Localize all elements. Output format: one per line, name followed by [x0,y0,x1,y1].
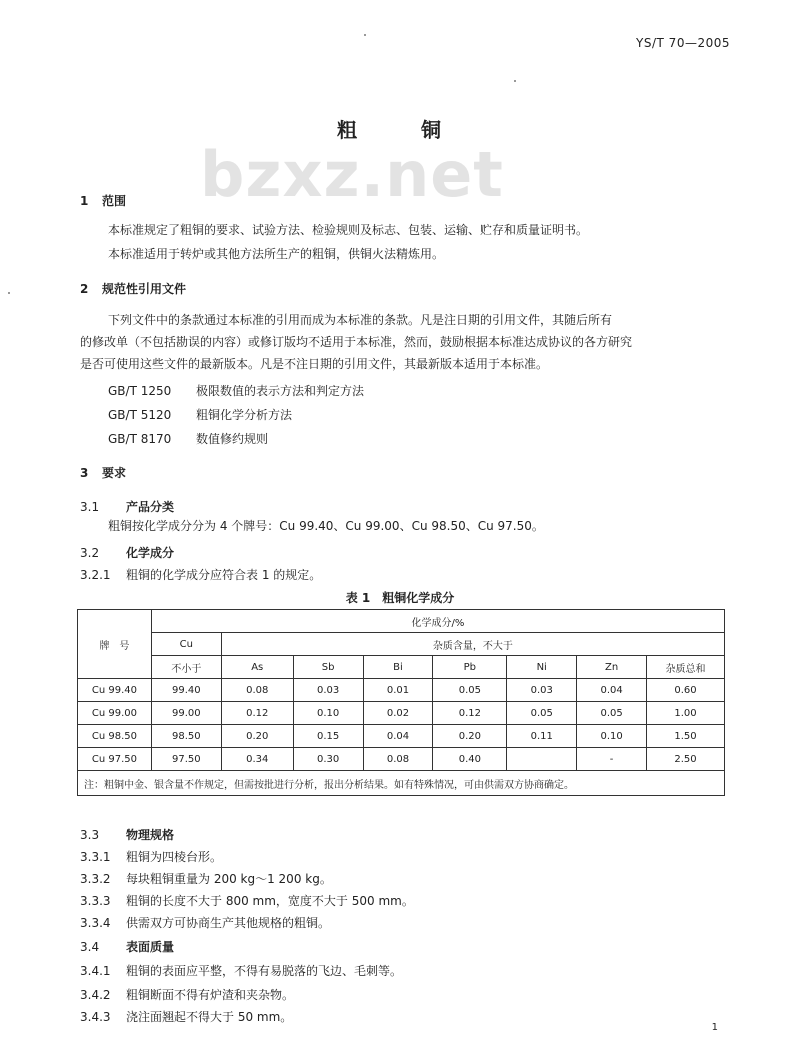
section-number: 1 [80,194,89,208]
grade-cell: Cu 98.50 [78,725,152,748]
value-cell: 0.01 [363,679,433,702]
grade-cell: Cu 99.40 [78,679,152,702]
table-row [78,702,725,725]
clause-text: 粗铜的表面应平整，不得有易脱落的飞边、毛刺等。 [126,964,403,978]
reference-item [108,430,268,447]
header-chemical-composition: 化学成分/% [151,610,724,633]
section-number: 2 [80,282,89,296]
value-cell: 2.50 [647,748,725,771]
subsection-3-1-text: 粗铜按化学成分分为 4 个牌号：Cu 99.40、Cu 99.00、Cu 98.50、Cu 97.50。 [108,519,544,533]
clause-text: 供需双方可协商生产其他规格的粗铜。 [126,916,331,930]
page-number: 1 [711,1022,718,1033]
reference-title: 极限数值的表示方法和判定方法 [196,384,365,398]
document-title: 粗 铜 [337,118,463,142]
value-cell: 1.50 [647,725,725,748]
subsection-title: 表面质量 [126,940,175,954]
subsection-number: 3.4 [80,940,100,954]
grade-cell: Cu 97.50 [78,748,152,771]
section-title: 规范性引用文件 [102,282,187,296]
reference-code: GB/T 1250 [108,384,172,398]
section-3-heading [80,464,126,481]
clause-3-4-2 [80,986,294,1003]
clause-text: 每块粗铜重量为 200 kg～1 200 kg。 [126,872,332,886]
clause-3-3-2 [80,870,332,887]
table-caption: 表 1 粗铜化学成分 [345,591,455,605]
value-cell: 0.05 [577,702,647,725]
section-2-paragraph-line-3: 是否可使用这些文件的最新版本。凡是不注日期的引用文件，其最新版本适用于本标准。 [80,357,549,371]
clause-text: 粗铜的化学成分应符合表 1 的规定。 [126,568,322,582]
section-number: 3 [80,466,89,480]
subsection-number: 3.3 [80,828,100,842]
cu-cell: 99.40 [151,679,221,702]
column-header: Bi [363,656,433,679]
clause-3-3-3 [80,892,414,909]
section-title: 范围 [102,194,127,208]
clause-3-4-3 [80,1008,292,1025]
section-2-paragraph-line-1: 下列文件中的条款通过本标准的引用而成为本标准的条款。凡是注日期的引用文件，其随后所有 [108,313,613,327]
header-impurity: 杂质含量，不大于 [221,633,724,656]
subsection-number: 3.1 [80,500,100,514]
value-cell: 0.60 [647,679,725,702]
section-1-heading [80,192,126,209]
clause-text: 粗铜断面不得有炉渣和夹杂物。 [126,988,295,1002]
header-cu: Cu [151,633,221,656]
table-row [78,725,725,748]
value-cell: 0.12 [433,702,507,725]
value-cell: 0.08 [363,748,433,771]
table-row [78,748,725,771]
clause-3-4-1 [80,962,402,979]
column-header: Pb [433,656,507,679]
value-cell: 0.05 [433,679,507,702]
reference-code: GB/T 5120 [108,408,172,422]
scan-speck [364,34,366,36]
cu-cell: 98.50 [151,725,221,748]
value-cell: 0.10 [577,725,647,748]
clause-number: 3.3.2 [80,872,111,886]
subsection-title: 物理规格 [126,828,175,842]
table-note: 注：粗铜中金、银含量不作规定，但需按批进行分析，报出分析结果。如有特殊情况，可由供需双方协商确定。 [78,771,725,796]
clause-3-2-1 [80,566,321,583]
clause-number: 3.4.2 [80,988,111,1002]
clause-text: 粗铜为四棱台形。 [126,850,223,864]
column-header: 杂质总和 [647,656,725,679]
value-cell: 0.02 [363,702,433,725]
chemical-composition-table [77,609,725,796]
column-header: Ni [507,656,577,679]
value-cell: 0.40 [433,748,507,771]
clause-text: 粗铜的长度不大于 800 mm，宽度不大于 500 mm。 [126,894,414,908]
reference-item [108,382,364,399]
value-cell: 0.20 [221,725,293,748]
subsection-3-3-heading [80,826,174,843]
section-2-paragraph-line-2: 的修改单（不包括勘误的内容）或修订版均不适用于本标准，然而，鼓励根据本标准达成协议的各方研究 [80,335,633,349]
value-cell: 0.11 [507,725,577,748]
subsection-title: 化学成分 [126,546,175,560]
column-header: As [221,656,293,679]
header-cu-min: 不小于 [151,656,221,679]
section-1-paragraph-1: 本标准规定了粗铜的要求、试验方法、检验规则及标志、包装、运输、贮存和质量证明书。 [108,223,589,237]
section-2-heading [80,280,186,297]
subsection-3-2-heading [80,544,174,561]
section-1-paragraph-2: 本标准适用于转炉或其他方法所生产的粗铜，供铜火法精炼用。 [108,247,445,261]
value-cell: 0.20 [433,725,507,748]
cu-cell: 97.50 [151,748,221,771]
grade-cell: Cu 99.00 [78,702,152,725]
reference-title: 粗铜化学分析方法 [196,408,293,422]
clause-number: 3.3.4 [80,916,111,930]
value-cell: 0.10 [293,702,363,725]
subsection-number: 3.2 [80,546,100,560]
subsection-title: 产品分类 [126,500,175,514]
subsection-3-1-heading [80,498,174,515]
clause-3-3-1 [80,848,222,865]
clause-number: 3.2.1 [80,568,111,582]
value-cell: 0.08 [221,679,293,702]
value-cell: 0.04 [363,725,433,748]
column-header: Sb [293,656,363,679]
reference-code: GB/T 8170 [108,432,172,446]
cu-cell: 99.00 [151,702,221,725]
value-cell: 0.04 [577,679,647,702]
header-grade: 牌 号 [78,610,152,679]
clause-number: 3.4.1 [80,964,111,978]
column-header: Zn [577,656,647,679]
value-cell: 0.03 [507,679,577,702]
reference-title: 数值修约规则 [196,432,269,446]
value-cell: - [577,748,647,771]
value-cell: 0.03 [293,679,363,702]
clause-text: 浇注面翘起不得大于 50 mm。 [126,1010,293,1024]
value-cell: 0.15 [293,725,363,748]
scan-speck [514,80,516,82]
standard-code: YS/T 70—2005 [636,36,730,50]
scan-speck [8,292,10,294]
value-cell: 0.34 [221,748,293,771]
clause-number: 3.3.1 [80,850,111,864]
value-cell: 0.30 [293,748,363,771]
value-cell: 0.05 [507,702,577,725]
table-row [78,679,725,702]
value-cell: 1.00 [647,702,725,725]
subsection-3-4-heading [80,938,174,955]
watermark: bzxz.net [200,138,504,211]
value-cell [507,748,577,771]
clause-3-3-4 [80,914,330,931]
clause-number: 3.4.3 [80,1010,111,1024]
section-title: 要求 [102,466,127,480]
reference-item [108,406,292,423]
value-cell: 0.12 [221,702,293,725]
clause-number: 3.3.3 [80,894,111,908]
